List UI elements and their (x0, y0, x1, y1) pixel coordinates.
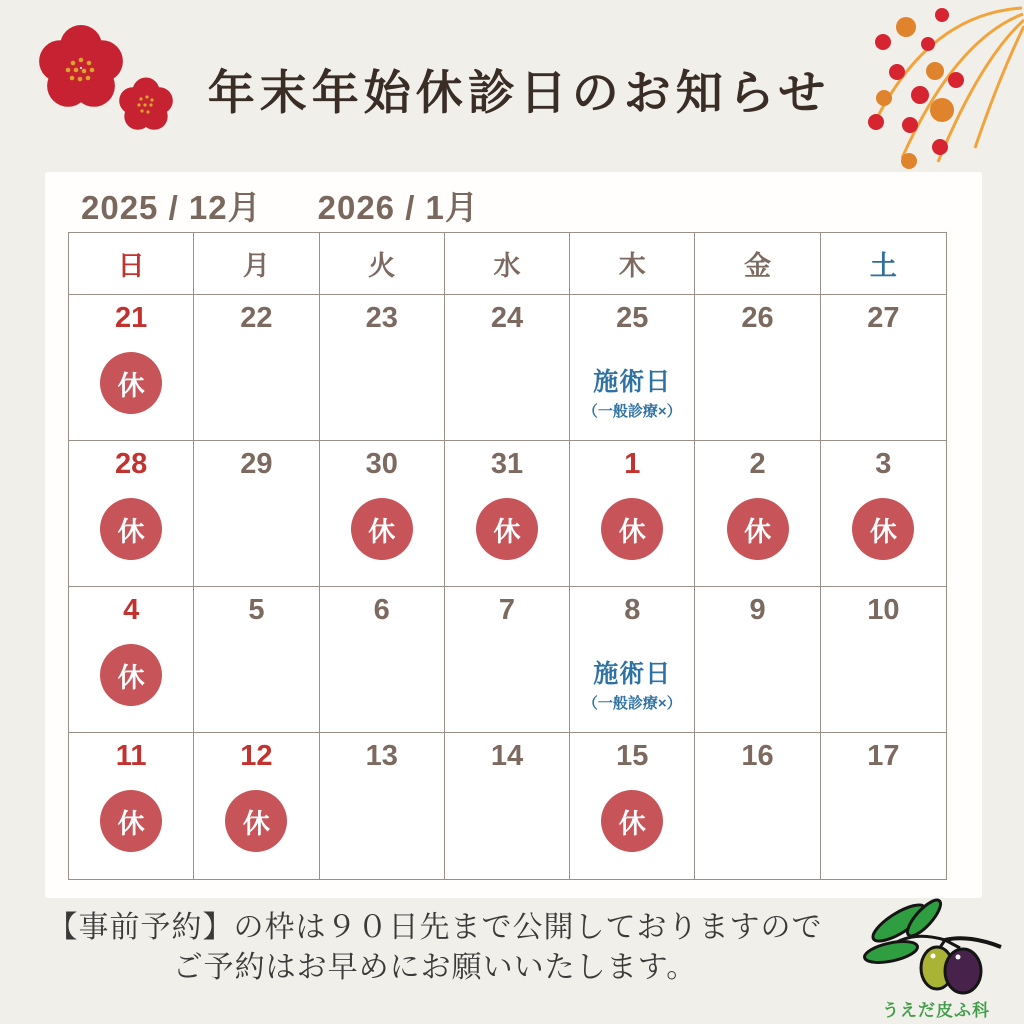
date-number: 31 (490, 448, 524, 480)
day-cell (695, 587, 820, 733)
closed-day-badge: 休 (476, 498, 538, 560)
closed-day-badge: 休 (100, 498, 162, 560)
day-cell (570, 733, 695, 879)
closed-day-badge: 休 (225, 790, 287, 852)
date-number: 9 (749, 594, 766, 626)
day-cell (69, 441, 194, 587)
treatment-day-label: 施術日 (593, 368, 672, 396)
day-cell (69, 295, 194, 441)
day-cell (695, 733, 820, 879)
reservation-notice-line1: 【事前予約】の枠は９０日先まで公開しておりますので (47, 911, 823, 944)
date-number: 30 (365, 448, 398, 480)
closed-day-badge: 休 (852, 498, 914, 560)
date-number: 2 (749, 448, 766, 480)
date-number: 26 (741, 302, 774, 334)
day-cell (194, 295, 319, 441)
month-label-december: 2025 / 12月 (81, 189, 262, 226)
reservation-notice (20, 908, 850, 988)
day-cell (69, 733, 194, 879)
day-cell (320, 587, 445, 733)
day-cell (821, 587, 946, 733)
date-number: 4 (123, 594, 140, 626)
day-cell (821, 295, 946, 441)
date-number: 17 (867, 740, 900, 772)
weekday-header-weekday: 水 (445, 233, 570, 295)
date-number: 28 (115, 448, 148, 480)
date-number: 23 (365, 302, 398, 334)
day-cell (445, 441, 570, 587)
treatment-day-note: （一般診療×） (582, 695, 682, 712)
olive-icon (861, 895, 1011, 995)
date-number: 13 (365, 740, 398, 772)
calendar-grid (68, 232, 947, 880)
date-number: 21 (115, 302, 148, 334)
date-number: 7 (498, 594, 516, 626)
weekday-header-weekday: 木 (570, 233, 695, 295)
day-cell (194, 441, 319, 587)
day-cell (445, 733, 570, 879)
date-number: 11 (115, 740, 147, 772)
day-cell (695, 441, 820, 587)
date-number: 24 (490, 302, 524, 334)
day-cell (695, 295, 820, 441)
day-cell (445, 587, 570, 733)
plum-blossom-icon (18, 8, 188, 158)
date-number: 1 (624, 448, 641, 480)
date-number: 6 (373, 594, 390, 626)
date-number: 5 (248, 594, 265, 626)
day-cell (320, 441, 445, 587)
day-cell (445, 295, 570, 441)
closed-day-badge: 休 (727, 498, 789, 560)
day-cell (821, 733, 946, 879)
day-cell (570, 441, 695, 587)
treatment-day-label: 施術日 (593, 660, 672, 688)
closed-day-badge: 休 (100, 644, 162, 706)
day-cell (194, 587, 319, 733)
day-cell (320, 733, 445, 879)
weekday-header-sunday: 日 (69, 233, 194, 295)
day-cell (570, 587, 695, 733)
date-number: 22 (240, 302, 273, 334)
clinic-name: うえだ皮ふ科 (882, 1001, 990, 1020)
date-number: 29 (240, 448, 273, 480)
day-cell (821, 441, 946, 587)
closed-day-badge: 休 (601, 498, 663, 560)
closed-day-badge: 休 (351, 498, 413, 560)
date-number: 15 (616, 740, 649, 772)
date-number: 27 (867, 302, 900, 334)
berry-branch-icon (840, 0, 1024, 175)
closed-day-badge: 休 (601, 790, 663, 852)
day-cell (69, 587, 194, 733)
weekday-header-weekday: 月 (194, 233, 319, 295)
date-number: 3 (875, 448, 892, 480)
day-cell (194, 733, 319, 879)
treatment-day-note: （一般診療×） (582, 403, 682, 420)
day-cell (570, 295, 695, 441)
date-number: 10 (867, 594, 900, 626)
weekday-header-saturday: 土 (821, 233, 946, 295)
weekday-header-weekday: 火 (320, 233, 445, 295)
weekday-header-weekday: 金 (695, 233, 820, 295)
month-labels (81, 182, 479, 229)
page-title: 年末年始休診日のお知らせ (207, 66, 831, 119)
date-number: 25 (616, 302, 649, 334)
date-number: 12 (240, 740, 273, 772)
day-cell (320, 295, 445, 441)
date-number: 8 (624, 594, 641, 626)
clinic-logo (856, 895, 1016, 1021)
closed-day-badge: 休 (100, 790, 162, 852)
reservation-notice-line2: ご予約はお早めにお願いいたします。 (172, 951, 698, 984)
date-number: 14 (490, 740, 524, 772)
month-label-january: 2026 / 1月 (317, 189, 479, 226)
date-number: 16 (741, 740, 774, 772)
calendar-card (45, 172, 982, 898)
closed-day-badge: 休 (100, 352, 162, 414)
